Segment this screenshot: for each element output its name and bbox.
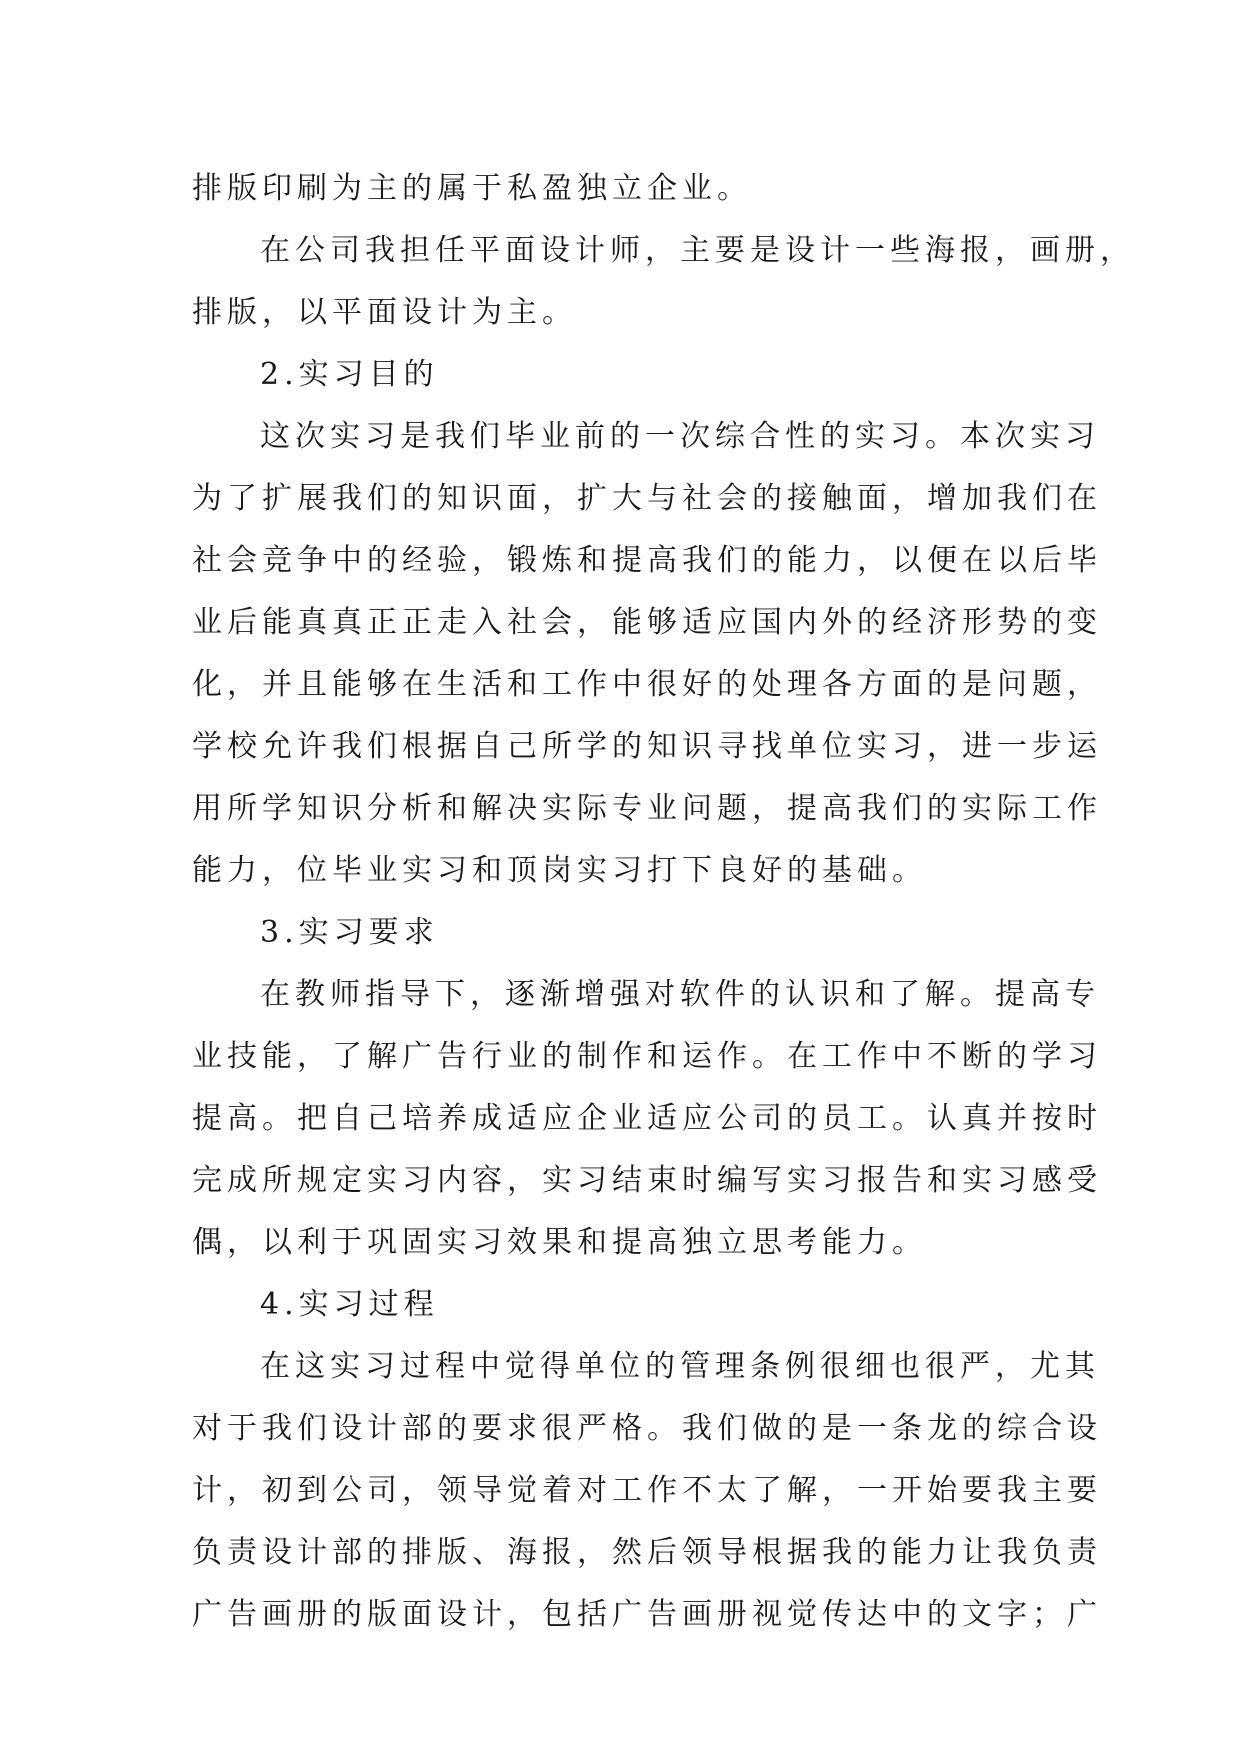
text-line: 偶，以利于巩固实习效果和提高独立思考能力。 xyxy=(192,1225,927,1260)
text-line: 学校允许我们根据自己所学的知识寻找单位实习，进一步运 xyxy=(192,729,1102,764)
text-line: 广告画册的版面设计，包括广告画册视觉传达中的文字；广 xyxy=(192,1597,1102,1632)
text-line: 社会竞争中的经验，锻炼和提高我们的能力，以便在以后毕 xyxy=(192,543,1102,578)
text-line: 负责设计部的排版、海报，然后领导根据我的能力让我负责 xyxy=(192,1535,1102,1570)
section-heading: 3.实习要求 xyxy=(260,915,439,950)
paragraph-start: 在公司我担任平面设计师，主要是设计一些海报，画册， xyxy=(260,233,1135,268)
text-line: 对于我们设计部的要求很严格。我们做的是一条龙的综合设 xyxy=(192,1411,1102,1446)
paragraph-start: 这次实习是我们毕业前的一次综合性的实习。本次实习 xyxy=(260,419,1100,454)
document-body xyxy=(192,158,1135,1646)
text-line: 排版，以平面设计为主。 xyxy=(192,295,577,330)
section-heading: 4.实习过程 xyxy=(260,1287,439,1322)
text-line: 化，并且能够在生活和工作中很好的处理各方面的是问题， xyxy=(192,667,1102,702)
text-line: 能力，位毕业实习和顶岗实习打下良好的基础。 xyxy=(192,853,927,888)
paragraph-start: 在教师指导下，逐渐增强对软件的认识和了解。提高专 xyxy=(260,977,1100,1012)
text-line: 用所学知识分析和解决实际专业问题，提高我们的实际工作 xyxy=(192,791,1102,826)
text-line: 排版印刷为主的属于私盈独立企业。 xyxy=(192,171,752,206)
text-line: 业技能，了解广告行业的制作和运作。在工作中不断的学习 xyxy=(192,1039,1102,1074)
section-heading: 2.实习目的 xyxy=(260,357,439,392)
text-line: 完成所规定实习内容，实习结束时编写实习报告和实习感受 xyxy=(192,1163,1102,1198)
text-line: 提高。把自己培养成适应企业适应公司的员工。认真并按时 xyxy=(192,1101,1102,1136)
text-line: 计，初到公司，领导觉着对工作不太了解，一开始要我主要 xyxy=(192,1473,1102,1508)
paragraph-start: 在这实习过程中觉得单位的管理条例很细也很严，尤其 xyxy=(260,1349,1100,1384)
text-line: 为了扩展我们的知识面，扩大与社会的接触面，增加我们在 xyxy=(192,481,1102,516)
text-line: 业后能真真正正走入社会，能够适应国内外的经济形势的变 xyxy=(192,605,1102,640)
